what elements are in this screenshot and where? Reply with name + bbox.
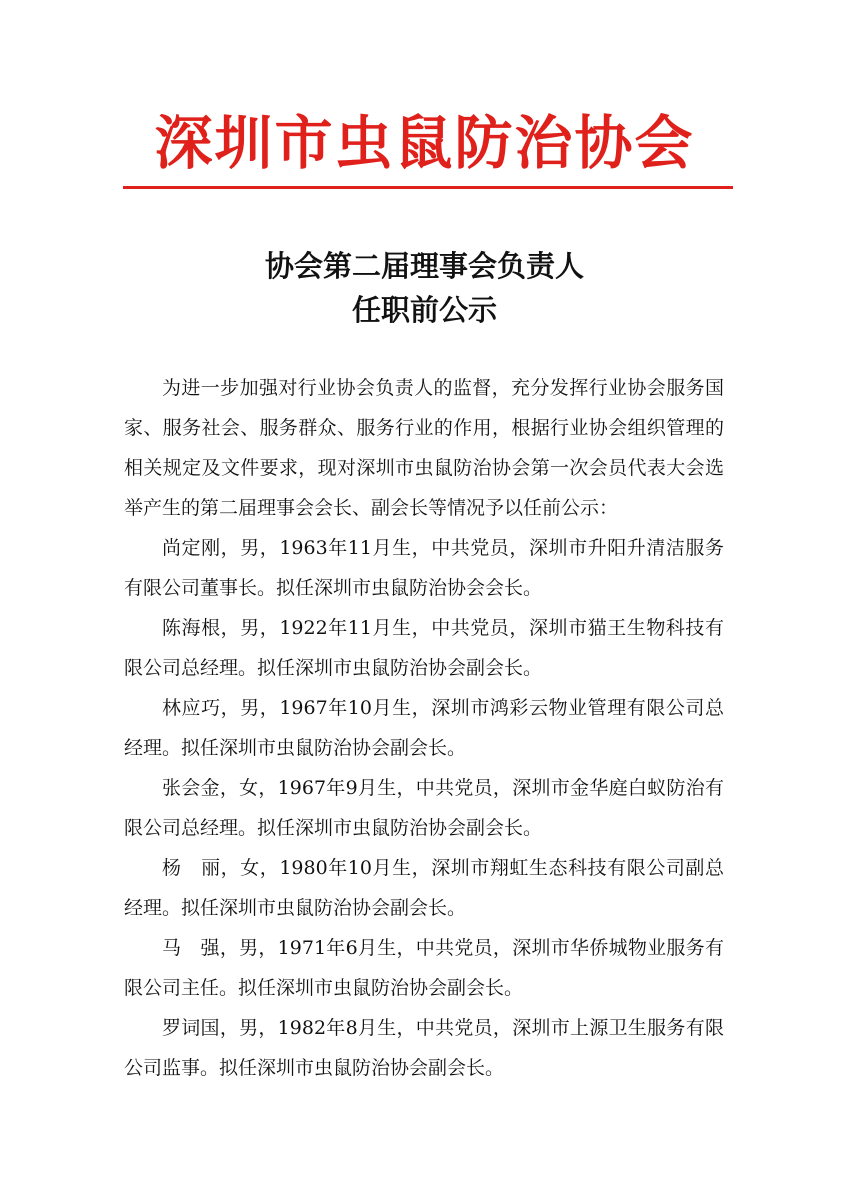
- entry-paragraph: 罗词国，男，1982年8月生，中共党员，深圳市上源卫生服务有限公司监事。拟任深圳市虫鼠防治协会副会长。: [124, 1017, 724, 1079]
- document-title: [0, 244, 849, 332]
- entry-paragraph: 杨 丽，女，1980年10月生，深圳市翔虹生态科技有限公司副总经理。拟任深圳市虫鼠防治协会副会长。: [124, 857, 724, 919]
- organization-header: 深圳市虫鼠防治协会: [154, 109, 695, 177]
- document-body: [124, 368, 724, 1088]
- entry-paragraph: 陈海根，男，1922年11月生，中共党员，深圳市猫王生物科技有限公司总经理。拟任深圳市虫鼠防治协会副会长。: [124, 617, 724, 679]
- intro-paragraph: 为进一步加强对行业协会负责人的监督，充分发挥行业协会服务国家、服务社会、服务群众、服务行业的作用，根据行业协会组织管理的相关规定及文件要求，现对深圳市虫鼠防治协会第一次会员代表大会选举产生的第二届理事会会长、副会长等情况予以任前公示：: [124, 377, 724, 519]
- entry-paragraph: 林应巧，男，1967年10月生，深圳市鸿彩云物业管理有限公司总经理。拟任深圳市虫鼠防治协会副会长。: [124, 697, 724, 759]
- entry-paragraph: 尚定刚，男，1963年11月生，中共党员，深圳市升阳升清洁服务有限公司董事长。拟任深圳市虫鼠防治协会会长。: [124, 537, 724, 599]
- title-line-2: 任职前公示: [351, 293, 497, 327]
- title-line-1: 协会第二届理事会负责人: [264, 249, 584, 283]
- entry-paragraph: 马 强，男，1971年6月生，中共党员，深圳市华侨城物业服务有限公司主任。拟任深圳市虫鼠防治协会副会长。: [124, 937, 724, 999]
- header-divider: [123, 186, 733, 189]
- entry-paragraph: 张会金，女，1967年9月生，中共党员，深圳市金华庭白蚁防治有限公司总经理。拟任深圳市虫鼠防治协会副会长。: [124, 777, 724, 839]
